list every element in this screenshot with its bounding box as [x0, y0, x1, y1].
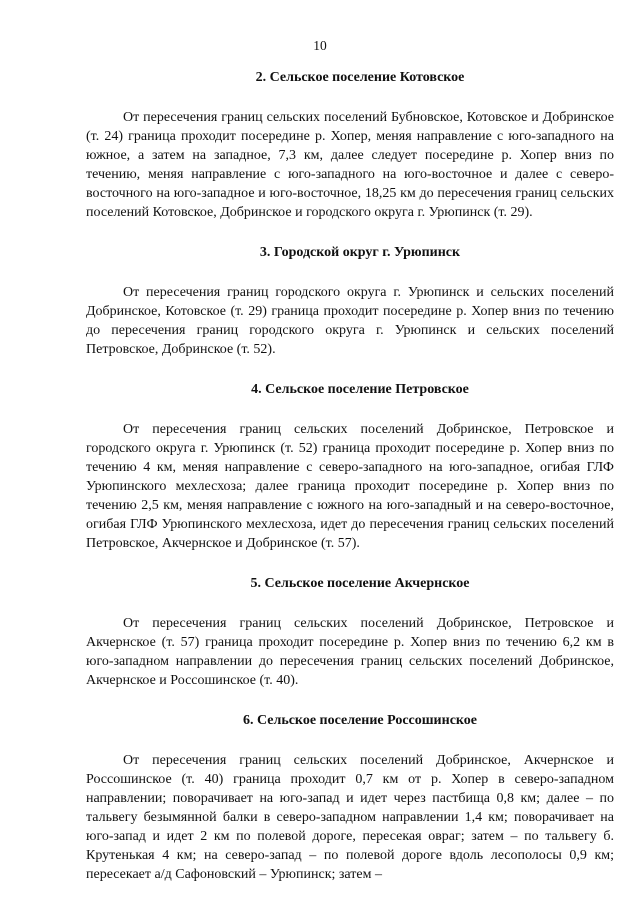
section-heading-petrovskoe: 4. Сельское поселение Петровское	[251, 382, 469, 397]
section-heading-uryupinsk: 3. Городской округ г. Урюпинск	[259, 245, 461, 260]
page-number: 10	[313, 38, 327, 53]
section-text-rossoshinskoe: От пересечения границ сельских поселений Добринское, Акчернское и Россошинское (т. 40) граница проходит 0,7 км от р. Хопер в северо-западном направлении; поворачивает на юго-запад и идет через пастбища 0,8 км; далее – по тальвегу безымянной балки в северо-западном направлении 1,4 км; поворачивает на юго-запад и идет 2 км по полевой дороге, пересекая овраг; затем – по тальвегу б. Крутенькая 4 км; на северо-запад – по полевой дороге вдоль лесополосы 0,9 км; пересекает а/д Сафоновский – Урюпинск; затем –	[86, 753, 614, 882]
section-heading-rossoshinskoe: 6. Сельское поселение Россошинское	[242, 713, 478, 728]
document-body	[86, 68, 614, 884]
section-text-uryupinsk: От пересечения границ городского округа г. Урюпинск и сельских поселений Добринское, Котовское (т. 29) граница проходит посередине р. Хопер вниз по течению до пересечения границ городского округа г. Урюпинск и сельских поселений Петровское, Добринское (т. 52).	[86, 285, 614, 357]
section-heading-kotovskoe: 2. Сельское поселение Котовское	[255, 70, 465, 85]
section-text-petrovskoe: От пересечения границ сельских поселений Добринское, Петровское и городского округа г. Урюпинск (т. 52) граница проходит посередине р. Хопер вниз по течению 4 км, меняя направление с северо-западного на юго-западное, огибая ГЛФ Урюпинского мехлесхоза; далее граница проходит посередине р. Хопер вниз по течению 2,5 км, меняя направление с южного на юго-западный и на северо-восточное, огибая ГЛФ Урюпинского мехлесхоза, идет до пересечения границ сельских поселений Петровское, Акчернское и Добринское (т. 57).	[86, 422, 614, 551]
section-text-kotovskoe: От пересечения границ сельских поселений Бубновское, Котовское и Добринское (т. 24) граница проходит посередине р. Хопер, меняя направление с юго-западного на южное, а затем на западное, 7,3 км, далее следует посередине р. Хопер вниз по течению, меняя направление с юго-западного на юго-восточное и далее с северо-восточного на юго-западное и юго-восточное, 18,25 км до пересечения границ сельских поселений Котовское, Добринское и городского округа г. Урюпинск (т. 29).	[86, 110, 614, 220]
section-heading-akchernskoe: 5. Сельское поселение Акчернское	[250, 576, 470, 591]
section-text-akchernskoe: От пересечения границ сельских поселений Добринское, Петровское и Акчернское (т. 57) граница проходит посередине р. Хопер вниз по течению 6,2 км в юго-западном направлении до пересечения границ сельских поселений Добринское, Акчернское и Россошинское (т. 40).	[86, 616, 614, 688]
